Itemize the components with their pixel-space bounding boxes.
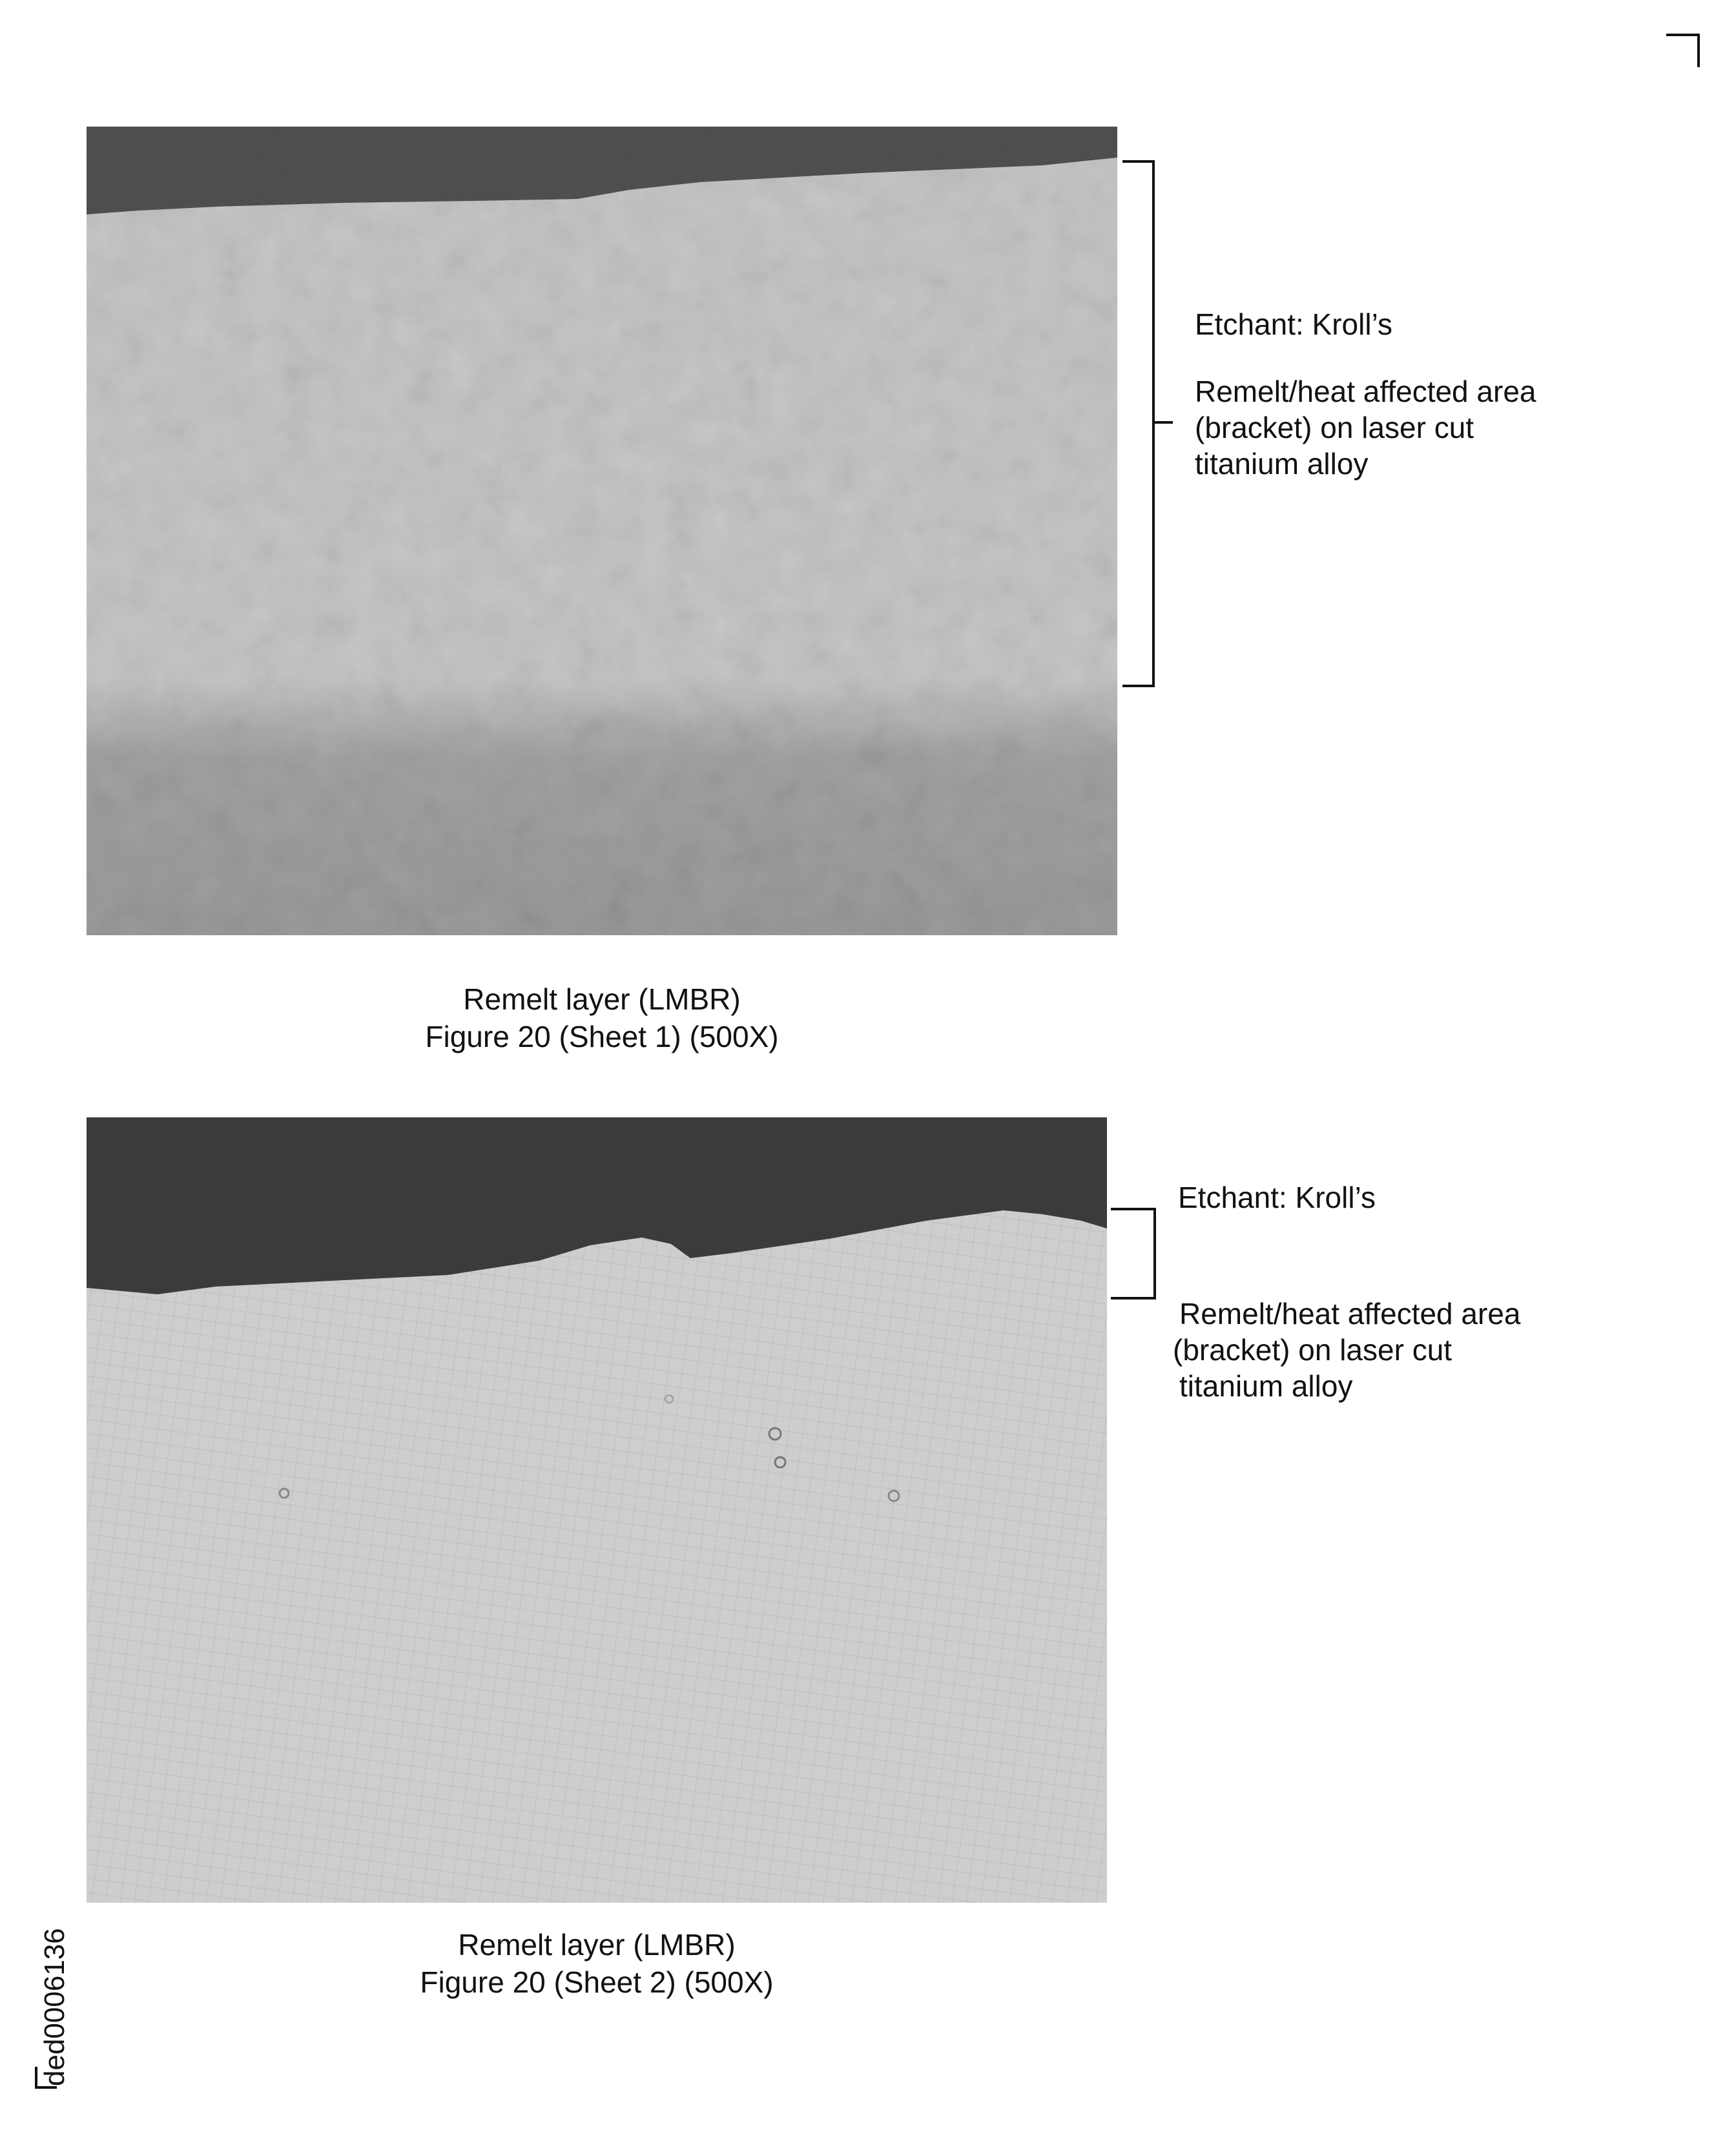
description-sheet-1-line-3: titanium alloy (1195, 447, 1369, 481)
description-sheet-2-line-2: (bracket) on laser cut (1173, 1333, 1452, 1367)
etchant-label-sheet-2: Etchant: Kroll’s (1178, 1181, 1376, 1214)
caption-sheet-2-line-1: Remelt layer (LMBR) (458, 1928, 736, 1962)
corner-mark-top-right (1666, 34, 1700, 67)
description-sheet-1-line-1: Remelt/heat affected area (1195, 375, 1536, 408)
micrograph-sheet-1 (87, 127, 1117, 935)
etchant-label-sheet-1: Etchant: Kroll’s (1195, 307, 1392, 341)
description-sheet-1-line-2: (bracket) on laser cut (1195, 411, 1474, 444)
description-sheet-2-line-1: Remelt/heat affected area (1179, 1297, 1521, 1330)
caption-sheet-1-line-2: Figure 20 (Sheet 1) (500X) (425, 1020, 779, 1053)
corner-mark-bottom-left (35, 2067, 57, 2089)
caption-sheet-1-line-1: Remelt layer (LMBR) (463, 982, 741, 1016)
caption-sheet-1 (87, 980, 1117, 1055)
remelt-bracket-sheet-1 (1122, 160, 1155, 687)
bracket-leader-sheet-1 (1155, 421, 1173, 424)
remelt-bracket-sheet-2 (1111, 1208, 1156, 1299)
document-id-text: ded0006136 (39, 1928, 70, 2086)
caption-sheet-2-line-2: Figure 20 (Sheet 2) (500X) (420, 1965, 774, 1999)
caption-sheet-2 (87, 1926, 1107, 2001)
description-sheet-2-line-3: titanium alloy (1179, 1369, 1353, 1403)
micrograph-sheet-2 (87, 1117, 1107, 1903)
